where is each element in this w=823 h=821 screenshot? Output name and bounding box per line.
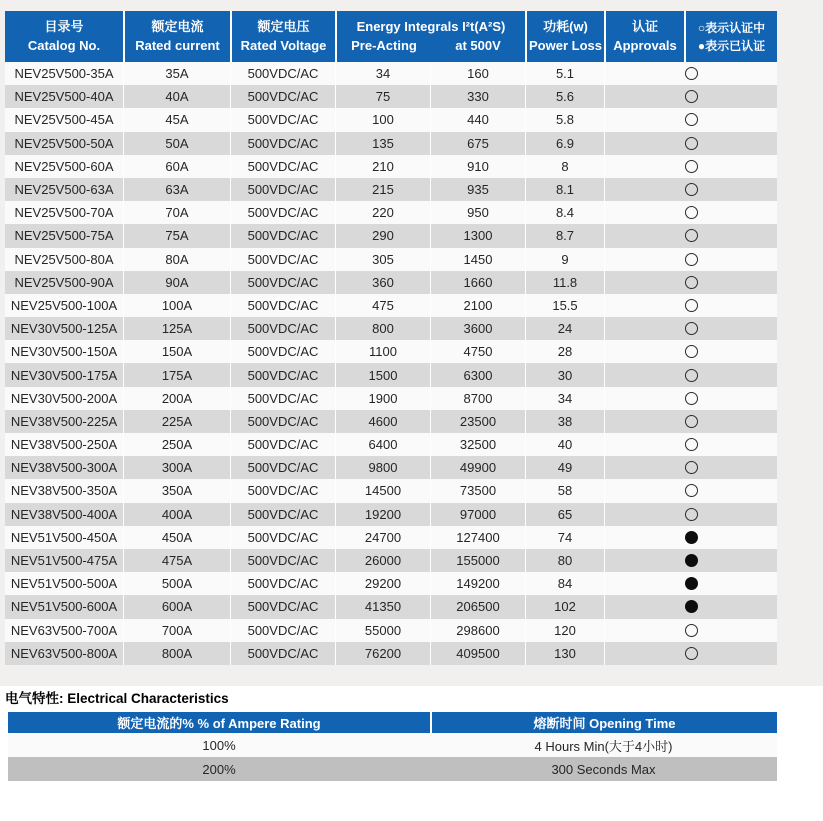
cell-voltage: 500VDC/AC [230, 85, 335, 108]
cell-pre-acting: 4600 [335, 410, 430, 433]
cell-approval-status [604, 595, 777, 618]
cell-catalog: NEV25V500-60A [14, 158, 114, 174]
pending-open-circle-icon [685, 206, 698, 219]
cell-at-500v: 206500 [430, 595, 525, 618]
cell-power-loss: 84 [525, 572, 604, 595]
pending-open-circle-icon [685, 253, 698, 266]
cell-pre-acting: 6400 [335, 433, 430, 456]
cell-at-500v: 155000 [430, 549, 525, 572]
cell-approval-status [604, 62, 777, 85]
cell-pre-acting: 100 [335, 108, 430, 131]
table-row [5, 410, 777, 433]
cell-power-loss: 30 [525, 363, 604, 386]
header-power-loss-en: Power Loss [529, 37, 602, 53]
header-rated-current-en: Rated current [135, 37, 220, 53]
cell-approval-status [604, 85, 777, 108]
cell-pre-acting: 9800 [335, 456, 430, 479]
cell-voltage: 500VDC/AC [230, 178, 335, 201]
certified-filled-circle-icon [685, 554, 698, 567]
pending-open-circle-icon [685, 113, 698, 126]
cell-pre-acting: 41350 [335, 595, 430, 618]
cell-approval-status [604, 178, 777, 201]
cell-at-500v: 409500 [430, 642, 525, 665]
cell-voltage: 500VDC/AC [230, 248, 335, 271]
cell-catalog: NEV25V500-80A [14, 251, 114, 267]
cell-at-500v: 440 [430, 108, 525, 131]
pending-open-circle-icon [685, 369, 698, 382]
cell-catalog: NEV25V500-40A [14, 89, 114, 105]
opening-time-table-body [8, 733, 777, 781]
cell-current: 250A [123, 433, 230, 456]
cell-power-loss: 11.8 [525, 271, 604, 294]
cell-catalog: NEV51V500-600A [10, 599, 118, 615]
cell-current: 475A [123, 549, 230, 572]
table-row [5, 387, 777, 410]
cell-pre-acting: 26000 [335, 549, 430, 572]
cell-current: 60A [123, 155, 230, 178]
cell-approval-status [604, 479, 777, 502]
cell-voltage: 500VDC/AC [230, 132, 335, 155]
cell-catalog: NEV38V500-225A [10, 413, 118, 429]
cell-catalog: NEV63V500-700A [10, 622, 118, 638]
opening-time-row [8, 757, 777, 781]
cell-approval-status [604, 108, 777, 131]
opening-time-row [8, 733, 777, 757]
cell-pre-acting: 14500 [335, 479, 430, 502]
table-row [5, 549, 777, 572]
header-energy-integrals [335, 11, 525, 62]
electrical-characteristics-section [5, 691, 777, 781]
cell-catalog: NEV38V500-250A [10, 437, 118, 453]
cell-approval-status [604, 340, 777, 363]
header-catalog [5, 11, 123, 62]
cell-power-loss: 80 [525, 549, 604, 572]
table-row [5, 642, 777, 665]
cell-at-500v: 330 [430, 85, 525, 108]
cell-approval-status [604, 410, 777, 433]
section-heading-zh: 电气特性: [5, 691, 64, 706]
cell-approval-status [604, 549, 777, 572]
cell-pre-acting: 34 [335, 62, 430, 85]
cell-approval-status [604, 456, 777, 479]
cell-at-500v: 73500 [430, 479, 525, 502]
cell-at-500v: 3600 [430, 317, 525, 340]
cell-catalog: NEV51V500-450A [10, 529, 118, 545]
pending-open-circle-icon [685, 508, 698, 521]
cell-approval-status [604, 387, 777, 410]
cell-current: 200A [123, 387, 230, 410]
header-catalog-zh: 目录号 [44, 18, 84, 34]
section-heading-en: Electrical Characteristics [67, 691, 229, 706]
cell-catalog: NEV38V500-400A [10, 506, 118, 522]
cell-approval-status [604, 294, 777, 317]
cell-voltage: 500VDC/AC [230, 595, 335, 618]
cell-catalog: NEV30V500-150A [10, 344, 118, 360]
spec-table-header [5, 11, 777, 62]
cell-current: 350A [123, 479, 230, 502]
cell-power-loss: 120 [525, 619, 604, 642]
cell-approval-status [604, 224, 777, 247]
cell-pre-acting: 305 [335, 248, 430, 271]
cell-pre-acting: 1900 [335, 387, 430, 410]
cell-pre-acting: 475 [335, 294, 430, 317]
header-energy-subcolumns [337, 37, 525, 56]
cell-at-500v: 935 [430, 178, 525, 201]
cell-voltage: 500VDC/AC [230, 294, 335, 317]
cell-at-500v: 6300 [430, 363, 525, 386]
opening-time-table-header [8, 712, 777, 733]
cell-voltage: 500VDC/AC [230, 549, 335, 572]
legend-pending-label: ○表示认证中 [697, 20, 766, 35]
cell-current: 800A [123, 642, 230, 665]
cell-at-500v: 23500 [430, 410, 525, 433]
cell-current: 600A [123, 595, 230, 618]
cell-opening-time: 300 Seconds Max [551, 761, 656, 777]
cell-at-500v: 8700 [430, 387, 525, 410]
pending-open-circle-icon [685, 160, 698, 173]
cell-pre-acting: 135 [335, 132, 430, 155]
cell-catalog: NEV25V500-45A [14, 112, 114, 128]
cell-current: 225A [123, 410, 230, 433]
cell-approval-status [604, 572, 777, 595]
pending-open-circle-icon [685, 647, 698, 660]
table-row [5, 595, 777, 618]
cell-catalog: NEV25V500-63A [14, 182, 114, 198]
cell-voltage: 500VDC/AC [230, 224, 335, 247]
cell-current: 50A [123, 132, 230, 155]
cell-power-loss: 5.6 [525, 85, 604, 108]
cell-current: 75A [123, 224, 230, 247]
cell-approval-status [604, 363, 777, 386]
cell-power-loss: 102 [525, 595, 604, 618]
table-row [5, 248, 777, 271]
cell-voltage: 500VDC/AC [230, 642, 335, 665]
cell-approval-status [604, 526, 777, 549]
cell-power-loss: 28 [525, 340, 604, 363]
cell-current: 63A [123, 178, 230, 201]
table-row [5, 363, 777, 386]
table-row [5, 62, 777, 85]
table-row [5, 178, 777, 201]
cell-pre-acting: 55000 [335, 619, 430, 642]
cell-current: 90A [123, 271, 230, 294]
cell-at-500v: 675 [430, 132, 525, 155]
cell-voltage: 500VDC/AC [230, 62, 335, 85]
certified-filled-circle-icon [685, 577, 698, 590]
table-row [5, 85, 777, 108]
cell-at-500v: 160 [430, 62, 525, 85]
cell-at-500v: 97000 [430, 503, 525, 526]
cell-pre-acting: 24700 [335, 526, 430, 549]
cell-power-loss: 8.7 [525, 224, 604, 247]
cell-at-500v: 1300 [430, 224, 525, 247]
cell-catalog: NEV30V500-175A [10, 367, 118, 383]
header-at-500v: at 500V [455, 37, 501, 53]
table-row [5, 340, 777, 363]
cell-percent-of-rating: 100% [202, 737, 236, 753]
table-row [5, 132, 777, 155]
cell-catalog: NEV38V500-300A [10, 460, 118, 476]
table-row [5, 155, 777, 178]
header-rated-current-zh: 额定电流 [151, 18, 204, 34]
table-row [5, 294, 777, 317]
cell-power-loss: 24 [525, 317, 604, 340]
cell-catalog: NEV30V500-125A [10, 321, 118, 337]
pending-open-circle-icon [685, 299, 698, 312]
cell-pre-acting: 210 [335, 155, 430, 178]
header-catalog-en: Catalog No. [27, 37, 101, 53]
cell-at-500v: 32500 [430, 433, 525, 456]
cell-at-500v: 149200 [430, 572, 525, 595]
cell-percent-of-rating: 200% [202, 761, 236, 777]
pending-open-circle-icon [685, 392, 698, 405]
cell-current: 35A [123, 62, 230, 85]
pending-open-circle-icon [685, 322, 698, 335]
cell-voltage: 500VDC/AC [230, 526, 335, 549]
legend-certified-label: ●表示已认证 [697, 38, 766, 53]
certified-filled-circle-icon [685, 600, 698, 613]
table-row [5, 271, 777, 294]
pending-open-circle-icon [685, 484, 698, 497]
header-approvals [604, 11, 684, 62]
cell-voltage: 500VDC/AC [230, 433, 335, 456]
cell-voltage: 500VDC/AC [230, 340, 335, 363]
cell-voltage: 500VDC/AC [230, 387, 335, 410]
table-row [5, 572, 777, 595]
table-row [5, 108, 777, 131]
header-rated-voltage-en: Rated Voltage [240, 37, 327, 53]
cell-current: 40A [123, 85, 230, 108]
cell-catalog: NEV25V500-35A [14, 66, 114, 82]
table-row [5, 503, 777, 526]
cell-pre-acting: 215 [335, 178, 430, 201]
cell-pre-acting: 76200 [335, 642, 430, 665]
cell-voltage: 500VDC/AC [230, 410, 335, 433]
cell-voltage: 500VDC/AC [230, 201, 335, 224]
cell-catalog: NEV51V500-500A [10, 576, 118, 592]
cell-catalog: NEV63V500-800A [10, 645, 118, 661]
cell-approval-status [604, 155, 777, 178]
table-row [5, 619, 777, 642]
cell-voltage: 500VDC/AC [230, 619, 335, 642]
cell-current: 300A [123, 456, 230, 479]
cell-current: 70A [123, 201, 230, 224]
cell-approval-status [604, 271, 777, 294]
cell-at-500v: 298600 [430, 619, 525, 642]
header-energy-title: Energy Integrals I²t(A²S) [356, 18, 506, 34]
cell-approval-status [604, 433, 777, 456]
cell-voltage: 500VDC/AC [230, 456, 335, 479]
cell-voltage: 500VDC/AC [230, 108, 335, 131]
cell-power-loss: 34 [525, 387, 604, 410]
cell-opening-time: 4 Hours Min(大于4小时) [534, 738, 673, 754]
cell-pre-acting: 29200 [335, 572, 430, 595]
cell-current: 700A [123, 619, 230, 642]
cell-power-loss: 8 [525, 155, 604, 178]
cell-pre-acting: 1500 [335, 363, 430, 386]
cell-power-loss: 5.1 [525, 62, 604, 85]
cell-voltage: 500VDC/AC [230, 572, 335, 595]
cell-power-loss: 130 [525, 642, 604, 665]
cell-power-loss: 65 [525, 503, 604, 526]
cell-pre-acting: 75 [335, 85, 430, 108]
table-row [5, 201, 777, 224]
cell-pre-acting: 360 [335, 271, 430, 294]
pending-open-circle-icon [685, 229, 698, 242]
cell-catalog: NEV25V500-90A [14, 274, 114, 290]
section-heading [5, 691, 777, 707]
cell-power-loss: 40 [525, 433, 604, 456]
cell-power-loss: 5.8 [525, 108, 604, 131]
cell-current: 150A [123, 340, 230, 363]
main-table-body [5, 62, 777, 665]
cell-current: 175A [123, 363, 230, 386]
pending-open-circle-icon [685, 345, 698, 358]
cell-at-500v: 4750 [430, 340, 525, 363]
cell-approval-status [604, 248, 777, 271]
cell-power-loss: 8.1 [525, 178, 604, 201]
certified-filled-circle-icon [685, 531, 698, 544]
cell-voltage: 500VDC/AC [230, 479, 335, 502]
opening-time-table [8, 712, 777, 781]
header-rated-voltage [230, 11, 335, 62]
cell-power-loss: 9 [525, 248, 604, 271]
cell-current: 500A [123, 572, 230, 595]
cell-approval-status [604, 317, 777, 340]
header-rated-current [123, 11, 230, 62]
table-row [5, 433, 777, 456]
header-approval-legend [684, 11, 777, 62]
header-ampere-rating: 额定电流的% % of Ampere Rating [117, 716, 321, 731]
cell-pre-acting: 19200 [335, 503, 430, 526]
cell-power-loss: 58 [525, 479, 604, 502]
header-pre-acting: Pre-Acting [351, 37, 417, 53]
cell-approval-status [604, 619, 777, 642]
cell-at-500v: 950 [430, 201, 525, 224]
table-row [5, 526, 777, 549]
pending-open-circle-icon [685, 67, 698, 80]
cell-approval-status [604, 503, 777, 526]
cell-approval-status [604, 642, 777, 665]
cell-voltage: 500VDC/AC [230, 155, 335, 178]
cell-catalog: NEV25V500-75A [14, 228, 114, 244]
cell-at-500v: 49900 [430, 456, 525, 479]
cell-at-500v: 1660 [430, 271, 525, 294]
pending-open-circle-icon [685, 137, 698, 150]
cell-voltage: 500VDC/AC [230, 503, 335, 526]
pending-open-circle-icon [685, 183, 698, 196]
pending-open-circle-icon [685, 461, 698, 474]
cell-pre-acting: 800 [335, 317, 430, 340]
cell-catalog: NEV51V500-475A [10, 553, 118, 569]
table-row [5, 479, 777, 502]
pending-open-circle-icon [685, 276, 698, 289]
cell-pre-acting: 290 [335, 224, 430, 247]
pending-open-circle-icon [685, 438, 698, 451]
cell-at-500v: 127400 [430, 526, 525, 549]
cell-voltage: 500VDC/AC [230, 271, 335, 294]
cell-catalog: NEV25V500-50A [14, 135, 114, 151]
cell-pre-acting: 220 [335, 201, 430, 224]
cell-at-500v: 1450 [430, 248, 525, 271]
cell-current: 400A [123, 503, 230, 526]
cell-at-500v: 910 [430, 155, 525, 178]
header-power-loss-zh: 功耗(w) [543, 18, 588, 34]
fuse-spec-table [5, 11, 777, 665]
header-rated-voltage-zh: 额定电压 [257, 18, 310, 34]
cell-power-loss: 38 [525, 410, 604, 433]
table-row [5, 317, 777, 340]
cell-power-loss: 6.9 [525, 132, 604, 155]
cell-catalog: NEV25V500-100A [10, 297, 118, 313]
cell-at-500v: 2100 [430, 294, 525, 317]
pending-open-circle-icon [685, 624, 698, 637]
cell-approval-status [604, 201, 777, 224]
cell-current: 125A [123, 317, 230, 340]
cell-current: 450A [123, 526, 230, 549]
table-row [5, 224, 777, 247]
header-approvals-zh: 认证 [631, 18, 658, 34]
cell-power-loss: 8.4 [525, 201, 604, 224]
cell-catalog: NEV30V500-200A [10, 390, 118, 406]
cell-voltage: 500VDC/AC [230, 363, 335, 386]
cell-current: 100A [123, 294, 230, 317]
cell-current: 45A [123, 108, 230, 131]
header-power-loss [525, 11, 604, 62]
cell-catalog: NEV25V500-70A [14, 205, 114, 221]
cell-power-loss: 49 [525, 456, 604, 479]
cell-current: 80A [123, 248, 230, 271]
cell-voltage: 500VDC/AC [230, 317, 335, 340]
header-approvals-en: Approvals [613, 37, 677, 53]
cell-pre-acting: 1100 [335, 340, 430, 363]
table-row [5, 456, 777, 479]
cell-catalog: NEV38V500-350A [10, 483, 118, 499]
cell-approval-status [604, 132, 777, 155]
cell-power-loss: 74 [525, 526, 604, 549]
header-opening-time: 熔断时间 Opening Time [430, 712, 777, 733]
cell-power-loss: 15.5 [525, 294, 604, 317]
pending-open-circle-icon [685, 415, 698, 428]
pending-open-circle-icon [685, 90, 698, 103]
